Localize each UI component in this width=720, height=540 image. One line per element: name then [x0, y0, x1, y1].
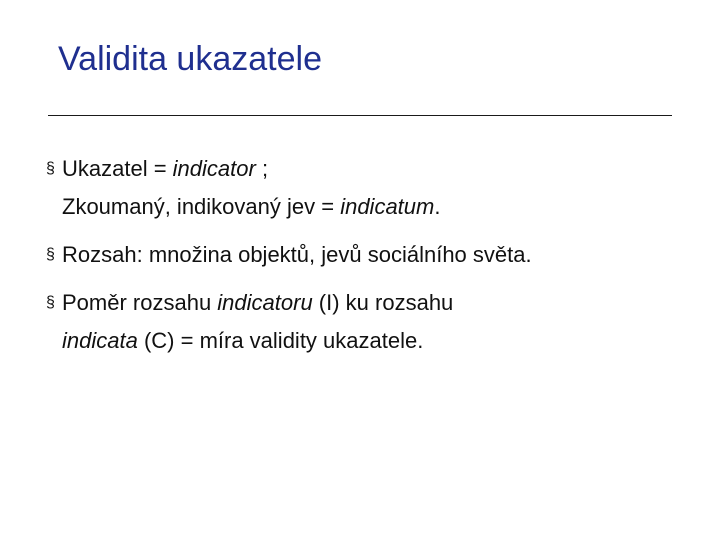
bullet-line: [62, 150, 686, 188]
bullet-line: [62, 284, 686, 322]
text-run: Ukazatel =: [62, 156, 173, 181]
bullet-list: [46, 150, 686, 370]
bullet-marker-icon: §: [46, 246, 55, 263]
text-run-italic: indicatoru: [217, 290, 313, 315]
bullet-item-indicator: [46, 150, 686, 226]
slide-title: Validita ukazatele: [58, 40, 322, 78]
bullet-line: [62, 236, 686, 274]
text-run-italic: indicata: [62, 328, 138, 353]
title-divider: [48, 115, 672, 116]
bullet-item-ratio: [46, 284, 686, 360]
text-run: ;: [255, 156, 269, 181]
bullet-marker-icon: §: [46, 294, 55, 311]
bullet-marker-icon: §: [46, 160, 55, 177]
bullet-line: [62, 322, 686, 360]
text-run: Rozsah: množina objektů, jevů sociálního světa.: [62, 242, 532, 267]
text-run: Poměr rozsahu: [62, 290, 218, 315]
text-run: .: [434, 194, 441, 219]
bullet-item-scope: [46, 236, 686, 274]
bullet-line: [62, 188, 686, 226]
text-run-italic: indicator: [172, 156, 256, 181]
text-run: (C) = míra validity ukazatele.: [137, 328, 424, 353]
text-run: Zkoumaný, indikovaný jev =: [62, 194, 341, 219]
text-run-italic: indicatum: [340, 194, 435, 219]
text-run: (I) ku rozsahu: [312, 290, 454, 315]
